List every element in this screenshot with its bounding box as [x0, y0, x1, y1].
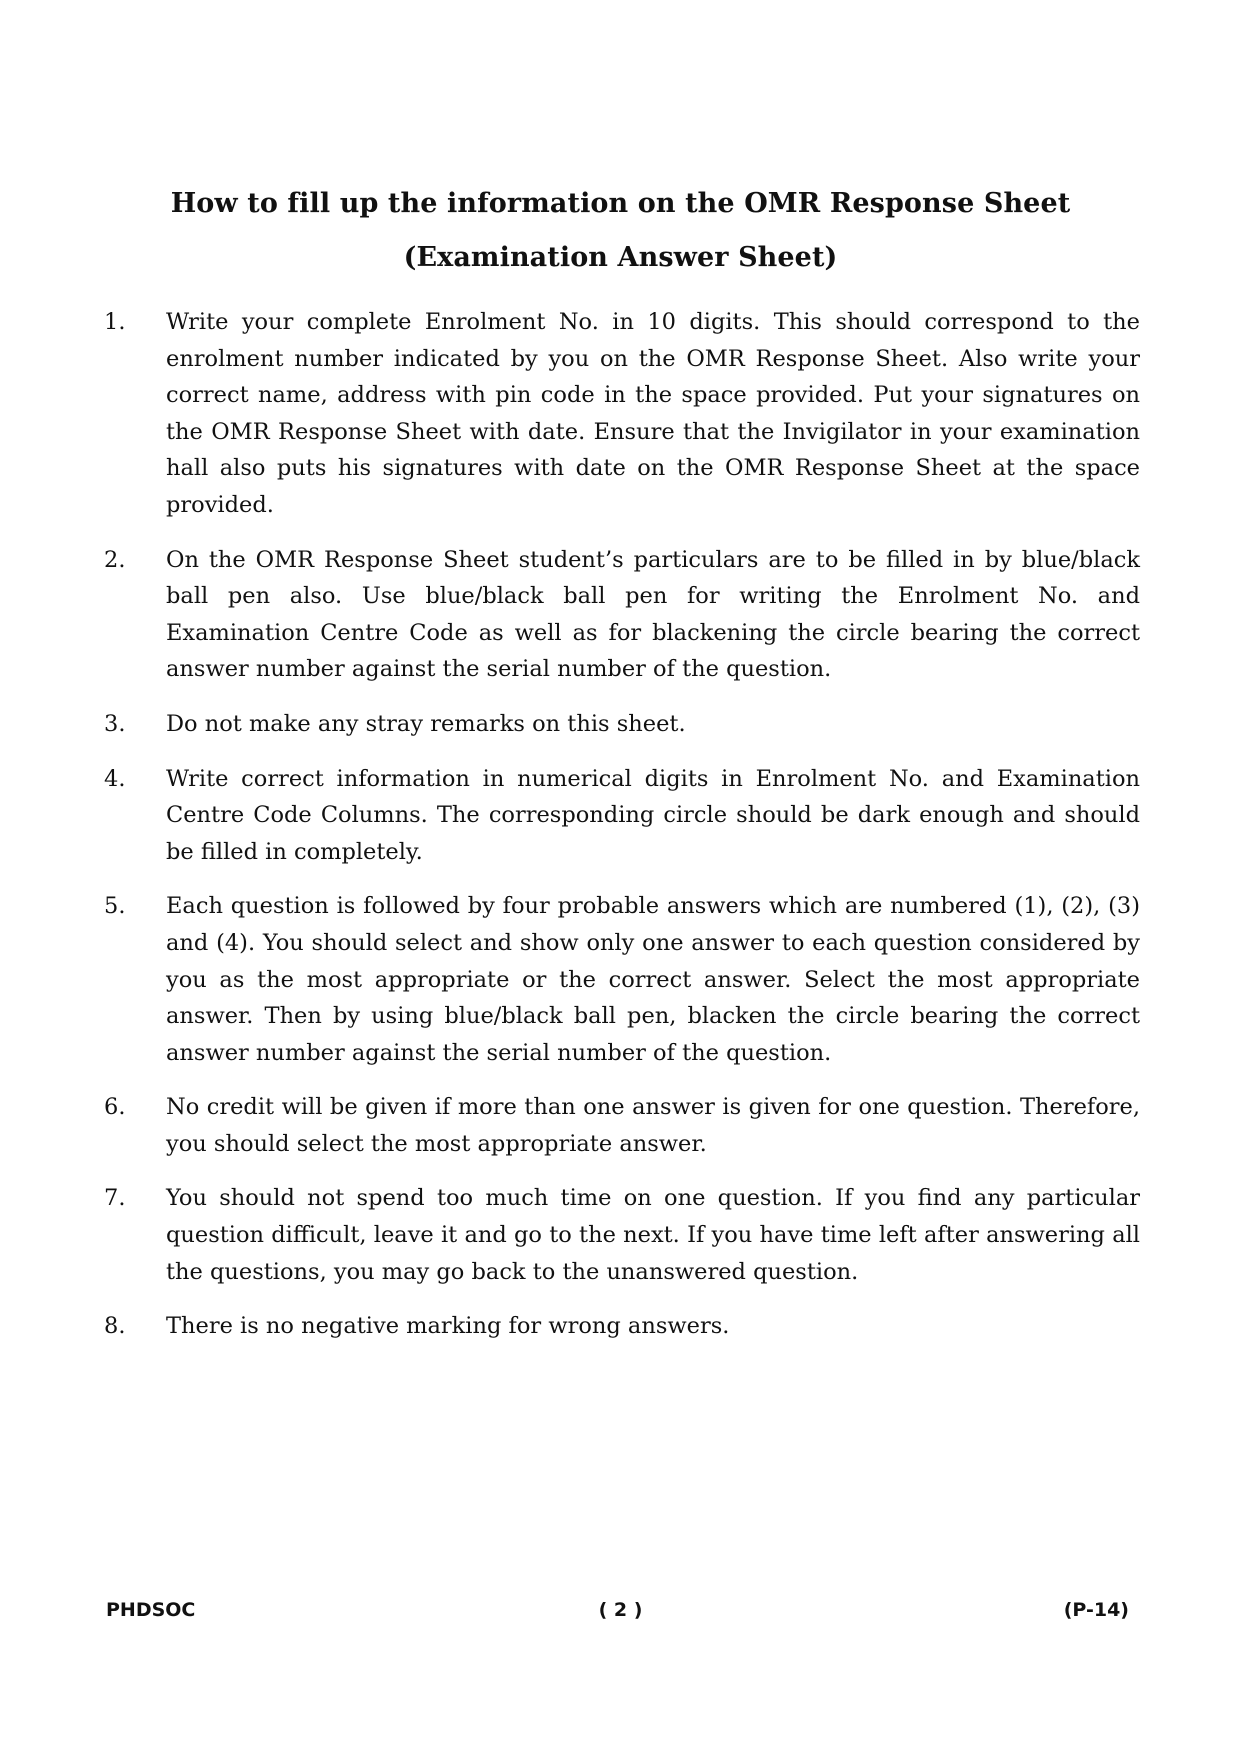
instruction-item-2 — [104, 542, 1140, 688]
instruction-list — [104, 304, 1140, 1363]
item-number: 2. — [104, 546, 126, 573]
heading-line-1: How to fill up the information on the OMR Response Sheet — [170, 188, 1071, 219]
instruction-item-1 — [104, 304, 1140, 524]
instruction-item-4 — [104, 761, 1140, 871]
item-text: No credit will be given if more than one answer is given for one question. Therefore, you should select the most appropriate answer. — [166, 1094, 1140, 1157]
item-number: 6. — [104, 1094, 126, 1121]
instruction-item-6 — [104, 1089, 1140, 1162]
item-number: 3. — [104, 710, 126, 737]
footer-paper-code: (P-14) — [1063, 1599, 1129, 1621]
item-text: On the OMR Response Sheet student’s particulars are to be filled in by blue/black ball pen also. Use blue/black ball pen for writing the Enrolment No. and Examination Centre Code as well as for blackening the circle bearing the correct answer number against the serial number of the question. — [166, 546, 1140, 683]
instruction-item-8 — [104, 1308, 1140, 1345]
footer-page-number: ( 2 ) — [598, 1599, 643, 1621]
instruction-item-3 — [104, 706, 1140, 743]
item-text: There is no negative marking for wrong answers. — [166, 1313, 730, 1340]
item-number: 4. — [104, 765, 126, 792]
item-text: Each question is followed by four probable answers which are numbered (1), (2), (3) and (4). You should select and show only one answer to each question considered by you as the most appropriate or the correct answer. Select the most appropriate answer. Then by using blue/black ball pen, blacken the circle bearing the correct answer number against the serial number of the question. — [166, 893, 1140, 1066]
footer-course-code: PHDSOC — [106, 1599, 196, 1621]
item-text: Write correct information in numerical digits in Enrolment No. and Examination Centre Code Columns. The corresponding circle should be dark enough and should be filled in completely. — [166, 765, 1140, 865]
item-number: 7. — [104, 1185, 126, 1212]
instruction-item-5 — [104, 888, 1140, 1071]
instruction-item-7 — [104, 1180, 1140, 1290]
item-text: Write your complete Enrolment No. in 10 digits. This should correspond to the enrolment number indicated by you on the OMR Response Sheet. Also write your correct name, address with pin code in the space provided. Put your signatures on the OMR Response Sheet with date. Ensure that the Invigilator in your examination hall also puts his signatures with date on the OMR Response Sheet at the space provided. — [166, 309, 1140, 518]
item-number: 5. — [104, 893, 126, 920]
item-number: 8. — [104, 1313, 126, 1340]
heading-line-2: (Examination Answer Sheet) — [403, 242, 838, 273]
item-text: Do not make any stray remarks on this sheet. — [166, 710, 686, 737]
item-number: 1. — [104, 309, 126, 335]
item-text: You should not spend too much time on one question. If you find any particular question difficult, leave it and go to the next. If you have time left after answering all the questions, you may go back to the unanswered question. — [166, 1185, 1140, 1285]
